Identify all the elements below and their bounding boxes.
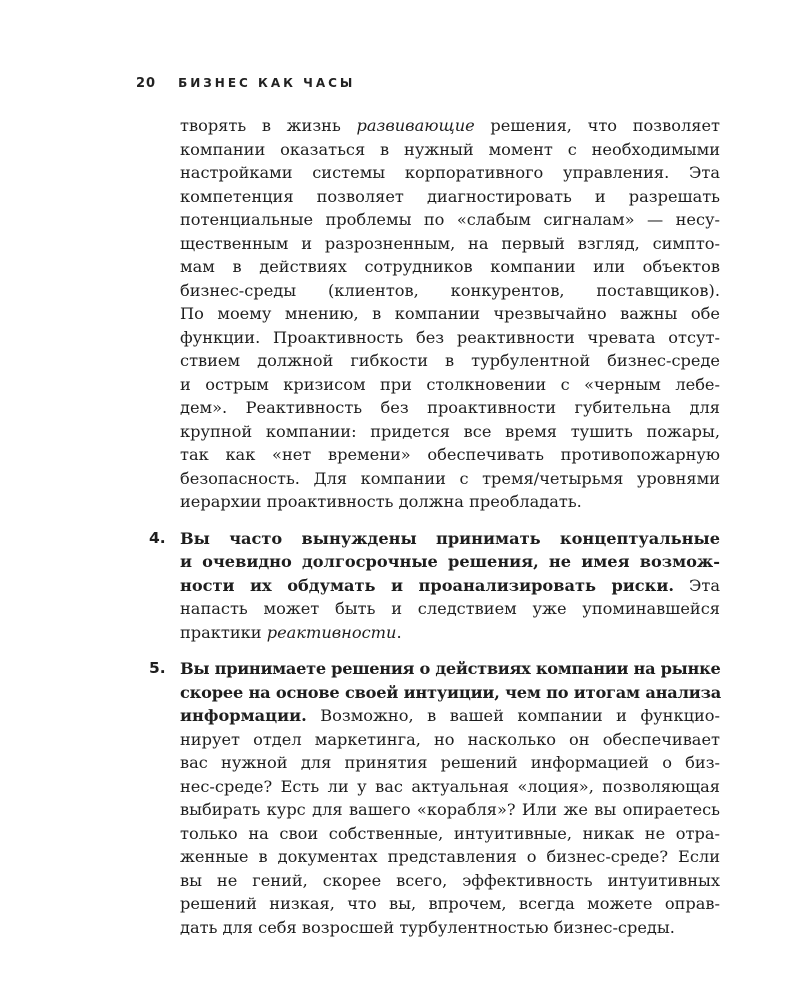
text-line: Вы часто вынуждены принимать концептуальные bbox=[180, 528, 720, 548]
text-line: напасть может быть и следствием уже упоминавшейся bbox=[180, 599, 720, 618]
text-line: и очевидно долгосрочные решения, не имея возмож- bbox=[180, 552, 720, 571]
text-line: щественным и разрозненным, на первый взгляд, симпто- bbox=[180, 233, 720, 253]
text-line: вы не гений, скорее всего, эффективность интуитивных bbox=[180, 870, 720, 890]
text-line: только на свои собственные, интуитивные, никак не отра- bbox=[180, 823, 720, 843]
text-line: творять в жизнь развивающие решения, что позволяет bbox=[180, 116, 720, 135]
text-line: решений низкая, что вы, впрочем, всегда можете оправ- bbox=[180, 894, 720, 913]
page-number: 20 bbox=[136, 76, 157, 91]
text-line: скорее на основе своей интуиции, чем по итогам анализа bbox=[180, 682, 722, 702]
book-title: БИЗНЕС КАК ЧАСЫ bbox=[178, 76, 356, 90]
text-line: практики реактивности. bbox=[180, 622, 402, 642]
text-line: бизнес-среды (клиентов, конкурентов, поставщиков). bbox=[180, 280, 720, 300]
text-line: так как «нет времени» обеспечивать противопожарную bbox=[180, 445, 720, 464]
text-line: ствием должной гибкости в турбулентной бизнес-среде bbox=[180, 351, 720, 370]
text-line: потенциальные проблемы по «слабым сигналам» — несу- bbox=[180, 210, 720, 229]
text-line: ности их обдумать и проанализировать риски. Эта bbox=[180, 575, 720, 595]
text-line: мам в действиях сотрудников компании или объектов bbox=[180, 257, 720, 276]
text-line: и острым кризисом при столкновении с «черным лебе- bbox=[180, 374, 720, 394]
item-number: 4. bbox=[149, 528, 166, 547]
item-number: 5. bbox=[149, 659, 166, 677]
text-line: компании оказаться в нужный момент с необходимыми bbox=[180, 139, 720, 159]
intro-paragraph bbox=[180, 114, 720, 514]
emphasis: развивающие bbox=[356, 116, 475, 135]
text-line: нес-среде? Есть ли у вас актуальная «лоция», позволяющая bbox=[180, 776, 720, 796]
text-line: нирует отдел маркетинга, но насколько он обеспечивает bbox=[180, 729, 720, 749]
text-line: информации. Возможно, в вашей компании и функцио- bbox=[180, 706, 720, 725]
text-line: вас нужной для принятия решений информацией о биз- bbox=[180, 753, 720, 772]
text-line: дать для себя возросшей турбулентностью бизнес-среды. bbox=[180, 917, 675, 937]
text-line: крупной компании: придется все время тушить пожары, bbox=[180, 421, 720, 441]
text-line: дем». Реактивность без проактивности губительна для bbox=[180, 398, 720, 417]
list-item-4 bbox=[149, 527, 720, 645]
text-line: компетенция позволяет диагностировать и разрешать bbox=[180, 186, 720, 206]
text-line: безопасность. Для компании с тремя/четырьмя уровнями bbox=[180, 468, 720, 488]
text-line: Вы принимаете решения о действиях компании на рынке bbox=[180, 659, 721, 678]
list-item-5 bbox=[149, 657, 722, 939]
text-line: функции. Проактивность без реактивности чревата отсут- bbox=[180, 327, 720, 347]
emphasis: реактивности bbox=[266, 622, 397, 642]
text-line: иерархии проактивность должна преобладать. bbox=[180, 492, 582, 511]
text-line: женные в документах представления о бизнес-среде? Если bbox=[180, 847, 720, 866]
text-line: По моему мнению, в компании чрезвычайно важны обе bbox=[180, 304, 720, 323]
running-head bbox=[136, 76, 355, 91]
body-text bbox=[149, 114, 722, 939]
text-line: выбирать курс для вашего «корабля»? Или же вы опираетесь bbox=[180, 800, 720, 819]
text-line: настройками системы корпоративного управления. Эта bbox=[180, 163, 720, 182]
